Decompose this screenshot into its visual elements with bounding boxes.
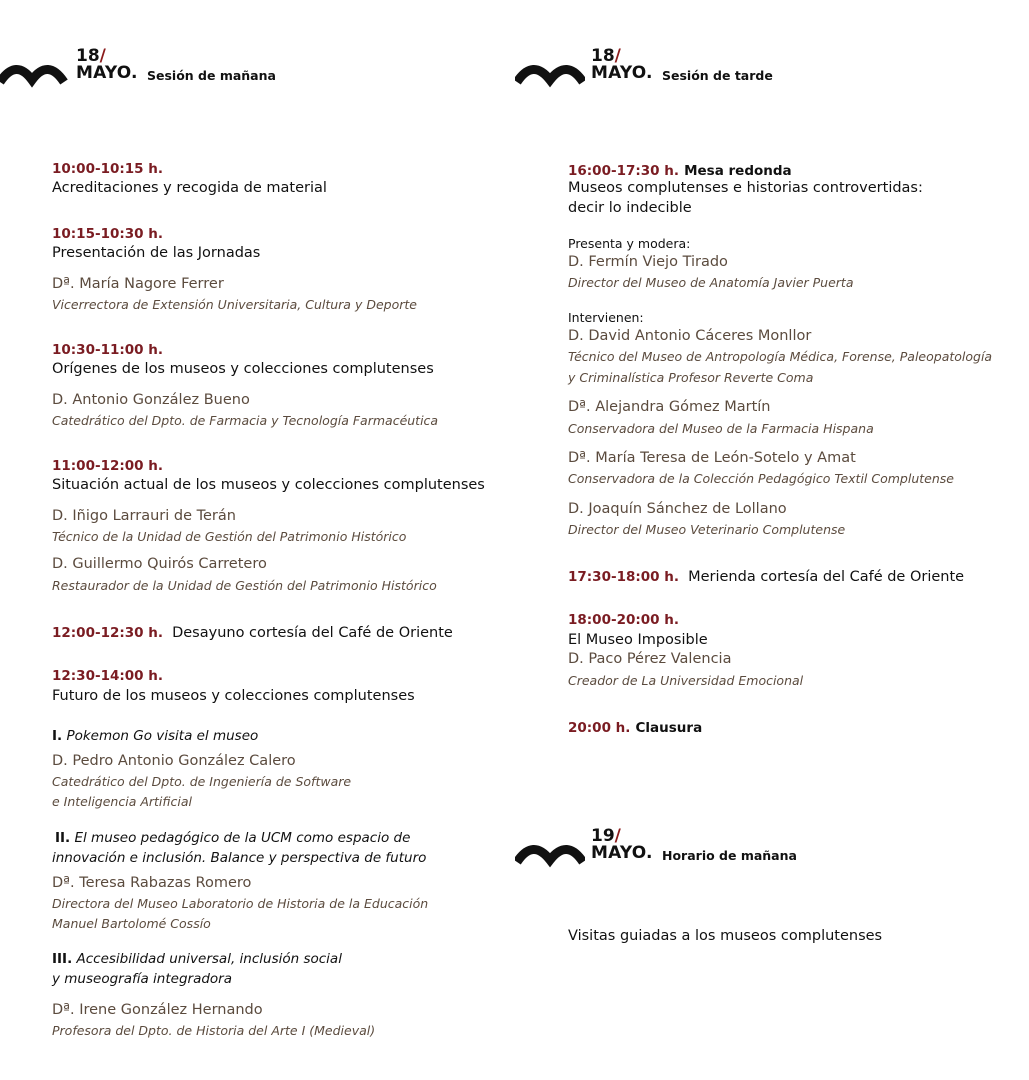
- session-title: decir lo indecible: [568, 200, 692, 216]
- speaker-affiliation: Manuel Bartolomé Cossío: [52, 916, 211, 931]
- header-slash: /: [614, 46, 621, 66]
- session-title: Museos complutenses e historias controvertidas:: [568, 180, 923, 196]
- speaker-affiliation: Catedrático del Dpto. de Ingeniería de Software: [52, 774, 352, 789]
- time-slot: 12:00-12:30 h.: [52, 625, 163, 641]
- time-slot: 16:00-17:30 h.: [568, 163, 679, 179]
- header-month: MAYO.: [76, 63, 138, 83]
- time-slot: 10:00-10:15 h.: [52, 161, 163, 177]
- speaker-name: D. Iñigo Larrauri de Terán: [52, 508, 236, 524]
- session-title: Orígenes de los museos y colecciones complutenses: [52, 361, 434, 377]
- break-row: [52, 622, 453, 641]
- speaker-affiliation: Técnico de la Unidad de Gestión del Patrimonio Histórico: [52, 529, 407, 544]
- speaker-name: Dª. María Teresa de León-Sotelo y Amat: [568, 450, 856, 466]
- subsession-title: II. El museo pedagógico de la UCM como espacio de: [55, 830, 411, 846]
- session-title: Clausura: [635, 720, 703, 736]
- header-day: 18: [591, 46, 615, 66]
- time-slot: 17:30-18:00 h.: [568, 569, 679, 585]
- header-day: 18: [76, 46, 100, 66]
- header-session: Sesión de mañana: [147, 68, 276, 83]
- header-session: Horario de mañana: [662, 848, 797, 863]
- subsession-title: innovación e inclusión. Balance y perspectiva de futuro: [52, 850, 427, 866]
- role-label: Intervienen:: [568, 310, 644, 325]
- speaker-name: Dª. Irene González Hernando: [52, 1002, 263, 1018]
- subsession-title: y museografía integradora: [52, 971, 232, 987]
- header-month: MAYO.: [591, 63, 653, 83]
- session-title: Presentación de las Jornadas: [52, 245, 261, 261]
- speaker-affiliation: Director del Museo Veterinario Complutense: [568, 522, 846, 537]
- speaker-affiliation: Profesora del Dpto. de Historia del Arte I (Medieval): [52, 1023, 376, 1038]
- speaker-name: D. Guillermo Quirós Carretero: [52, 556, 267, 572]
- speaker-name: Dª. Teresa Rabazas Romero: [52, 875, 252, 891]
- header-day18-afternoon: [515, 46, 815, 92]
- header-session: Sesión de tarde: [662, 68, 773, 83]
- speaker-name: D. David Antonio Cáceres Monllor: [568, 328, 812, 344]
- closing-row: [568, 717, 702, 736]
- speaker-affiliation: Vicerrectora de Extensión Universitaria, Cultura y Deporte: [52, 297, 417, 312]
- session-title: Desayuno cortesía del Café de Oriente: [172, 625, 453, 641]
- speaker-affiliation: Conservadora de la Colección Pedagógico Textil Complutense: [568, 471, 954, 486]
- ucm-arches-logo-icon: [515, 56, 585, 90]
- speaker-affiliation: Creador de La Universidad Emocional: [568, 673, 804, 688]
- speaker-affiliation: Directora del Museo Laboratorio de Historia de la Educación: [52, 896, 429, 911]
- speaker-affiliation: Director del Museo de Anatomía Javier Puerta: [568, 275, 854, 290]
- speaker-name: D. Antonio González Bueno: [52, 392, 250, 408]
- day2-activity: Visitas guiadas a los museos complutenses: [568, 928, 883, 944]
- speaker-name: D. Joaquín Sánchez de Lollano: [568, 501, 787, 517]
- session-title: Merienda cortesía del Café de Oriente: [688, 569, 965, 585]
- break-row: [568, 566, 964, 585]
- speaker-affiliation: Restaurador de la Unidad de Gestión del Patrimonio Histórico: [52, 578, 437, 593]
- speaker-name: D. Paco Pérez Valencia: [568, 651, 732, 667]
- session-title: El Museo Imposible: [568, 632, 708, 648]
- role-label: Presenta y modera:: [568, 236, 691, 251]
- speaker-affiliation: Catedrático del Dpto. de Farmacia y Tecnología Farmacéutica: [52, 413, 439, 428]
- session-title: Situación actual de los museos y colecciones complutenses: [52, 477, 485, 493]
- ucm-arches-logo-icon: [515, 836, 585, 870]
- header-month: MAYO.: [591, 843, 653, 863]
- header-slash: /: [99, 46, 106, 66]
- time-slot: 12:30-14:00 h.: [52, 668, 163, 684]
- session-header-row: [568, 160, 792, 179]
- time-slot: 20:00 h.: [568, 720, 631, 736]
- speaker-affiliation: Técnico del Museo de Antropología Médica, Forense, Paleopatología: [568, 349, 993, 364]
- header-day18-morning: [0, 46, 300, 92]
- session-title: Futuro de los museos y colecciones complutenses: [52, 688, 415, 704]
- session-tag: Mesa redonda: [684, 163, 792, 179]
- header-day19-morning: [515, 826, 815, 872]
- ucm-arches-logo-icon: [0, 56, 70, 90]
- speaker-name: Dª. María Nagore Ferrer: [52, 276, 224, 292]
- speaker-affiliation: e Inteligencia Artificial: [52, 794, 192, 809]
- speaker-affiliation: y Criminalística Profesor Reverte Coma: [568, 370, 814, 385]
- subsession-title: III. Accesibilidad universal, inclusión social: [52, 951, 342, 967]
- speaker-name: Dª. Alejandra Gómez Martín: [568, 399, 771, 415]
- speaker-name: D. Fermín Viejo Tirado: [568, 254, 728, 270]
- speaker-name: D. Pedro Antonio González Calero: [52, 753, 296, 769]
- time-slot: 11:00-12:00 h.: [52, 458, 163, 474]
- time-slot: 10:30-11:00 h.: [52, 342, 163, 358]
- header-day: 19: [591, 826, 615, 846]
- subsession-title: I. Pokemon Go visita el museo: [52, 728, 259, 744]
- header-slash: /: [614, 826, 621, 846]
- session-title: Acreditaciones y recogida de material: [52, 180, 327, 196]
- time-slot: 10:15-10:30 h.: [52, 226, 163, 242]
- time-slot: 18:00-20:00 h.: [568, 612, 679, 628]
- speaker-affiliation: Conservadora del Museo de la Farmacia Hispana: [568, 421, 874, 436]
